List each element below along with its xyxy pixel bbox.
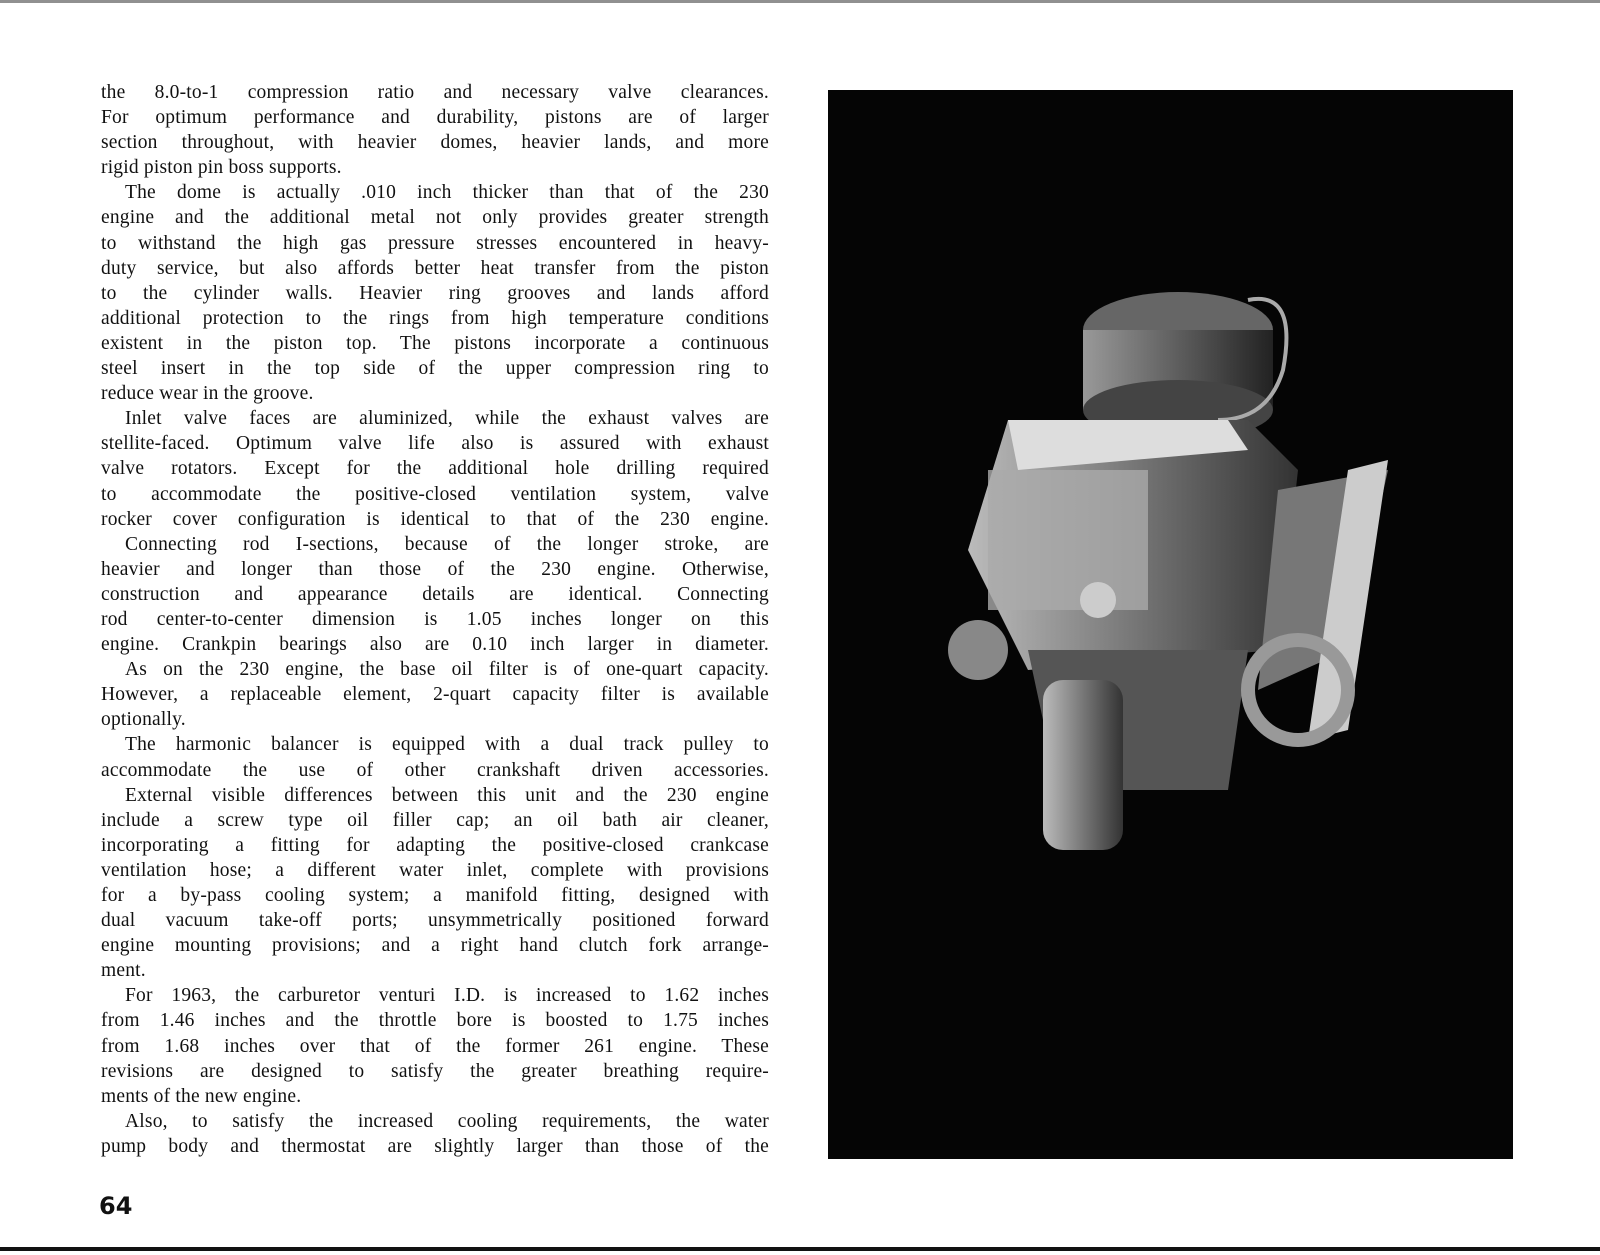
text-line: revisions are designed to satisfy the greater breathing require- — [101, 1060, 769, 1082]
text-line: for a by-pass cooling system; a manifold fitting, designed with — [101, 885, 769, 906]
text-line: include a screw type oil filler cap; an oil bath air cleaner, — [101, 809, 769, 831]
scan-edge-bottom — [0, 1247, 1600, 1251]
text-line: As on the 230 engine, the base oil filter is of one-quart capacity. — [125, 659, 769, 681]
text-line: steel insert in the top side of the upper compression ring to — [101, 358, 769, 380]
text-line: duty service, but also affords better heat transfer from the piston — [101, 257, 769, 279]
text-line: For optimum performance and durability, pistons are of larger — [101, 107, 769, 129]
text-line: construction and appearance details are identical. Connecting — [101, 583, 769, 605]
text-line: to accommodate the positive-closed ventilation system, valve — [101, 483, 769, 505]
engine-photo — [828, 90, 1513, 1159]
text-line: from 1.68 inches over that of the former 261 engine. These — [101, 1035, 769, 1057]
text-line: External visible differences between this unit and the 230 engine — [125, 784, 769, 806]
text-line: The harmonic balancer is equipped with a dual track pulley to — [125, 734, 769, 756]
text-line: to the cylinder walls. Heavier ring grooves and lands afford — [101, 282, 769, 304]
text-line: ments of the new engine. — [101, 1085, 302, 1107]
text-line: For 1963, the carburetor venturi I.D. is increased to 1.62 inches — [125, 985, 769, 1007]
text-line: reduce wear in the groove. — [101, 383, 314, 405]
text-line: the 8.0-to-1 compression ratio and necessary valve clearances. — [101, 82, 769, 103]
engine-illustration — [828, 90, 1513, 1159]
text-line: engine mounting provisions; and a right hand clutch fork arrange- — [101, 935, 769, 957]
text-line: heavier and longer than those of the 230 engine. Otherwise, — [101, 558, 769, 580]
text-line: Inlet valve faces are aluminized, while the exhaust valves are — [125, 408, 769, 430]
text-line: section throughout, with heavier domes, heavier lands, and more — [101, 132, 769, 154]
text-line: ment. — [101, 960, 146, 982]
text-line: Connecting rod I-sections, because of the longer stroke, are — [125, 533, 769, 555]
text-line: to withstand the high gas pressure stresses encountered in heavy- — [101, 232, 769, 254]
text-line: However, a replaceable element, 2-quart capacity filter is available — [101, 684, 769, 706]
scan-edge-top — [0, 0, 1600, 3]
text-line: valve rotators. Except for the additional hole drilling required — [101, 458, 769, 480]
text-line: dual vacuum take-off ports; unsymmetrically positioned forward — [101, 910, 769, 932]
text-line: The dome is actually .010 inch thicker than that of the 230 — [125, 182, 769, 204]
text-line: accommodate the use of other crankshaft driven accessories. — [101, 759, 769, 781]
page-number: 64 — [99, 1192, 133, 1220]
text-line: additional protection to the rings from high temperature conditions — [101, 307, 769, 329]
text-line: rocker cover configuration is identical to that of the 230 engine. — [101, 508, 769, 530]
text-line: incorporating a fitting for adapting the positive-closed crankcase — [101, 834, 769, 856]
text-line: from 1.46 inches and the throttle bore is boosted to 1.75 inches — [101, 1010, 769, 1032]
text-line: existent in the piston top. The pistons incorporate a continuous — [101, 332, 769, 354]
text-line: Also, to satisfy the increased cooling requirements, the water — [125, 1110, 769, 1132]
text-line: engine. Crankpin bearings also are 0.10 inch larger in diameter. — [101, 634, 769, 656]
text-line: pump body and thermostat are slightly larger than those of the — [101, 1135, 769, 1157]
text-line: optionally. — [101, 709, 186, 731]
text-line: stellite-faced. Optimum valve life also is assured with exhaust — [101, 433, 769, 455]
text-line: rigid piston pin boss supports. — [101, 157, 342, 179]
body-text-column — [101, 80, 769, 1159]
text-line: rod center-to-center dimension is 1.05 inches longer on this — [101, 608, 769, 630]
text-line: engine and the additional metal not only provides greater strength — [101, 207, 769, 229]
text-line: ventilation hose; a different water inlet, complete with provisions — [101, 859, 769, 881]
